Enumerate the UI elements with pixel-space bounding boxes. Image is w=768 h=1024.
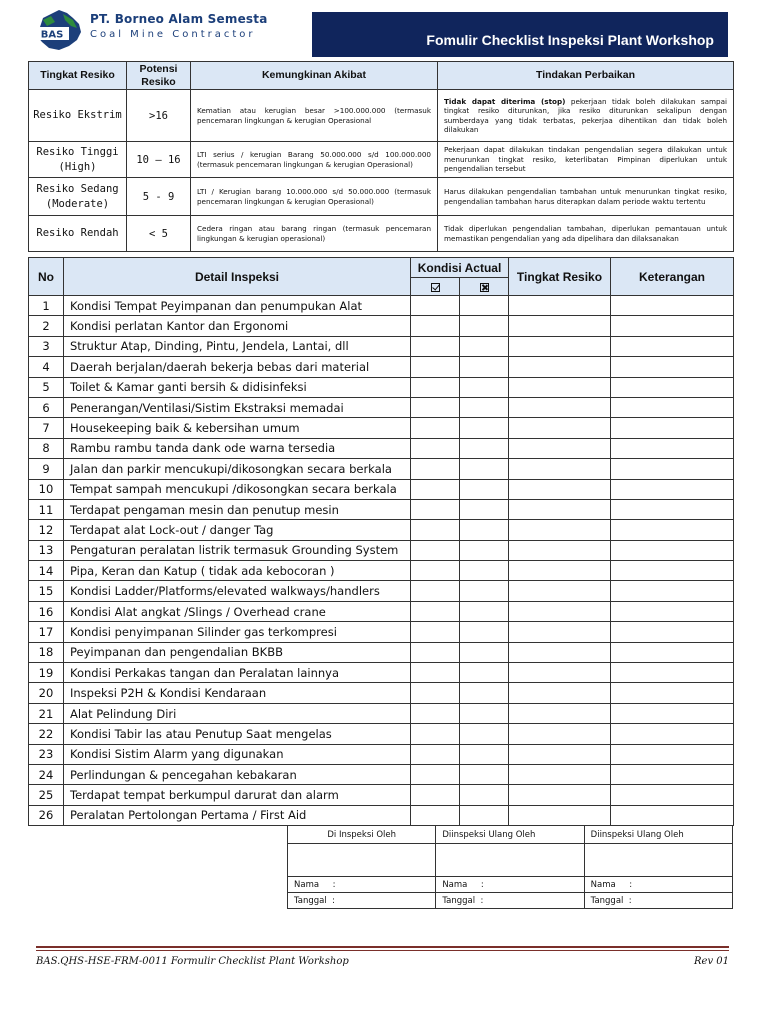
table-row [29, 561, 734, 581]
remarks-cell[interactable] [611, 520, 734, 540]
signature-block [287, 825, 733, 909]
remarks-cell[interactable] [611, 703, 734, 723]
footer-rule [36, 946, 729, 948]
risk-level-cell[interactable] [509, 683, 611, 703]
item-detail: Kondisi Ladder/Platforms/elevated walkways/handlers [64, 581, 411, 601]
signature-date-field[interactable]: Tanggal : [436, 893, 584, 909]
risk-level-cell[interactable] [509, 805, 611, 825]
remarks-cell[interactable] [611, 622, 734, 642]
signature-name-field[interactable]: Nama : [584, 877, 732, 893]
risk-action-bold: Tidak dapat diterima (stop) [444, 96, 566, 106]
risk-level-cell[interactable] [509, 316, 611, 336]
item-number: 13 [29, 540, 64, 560]
risk-level-cell[interactable] [509, 377, 611, 397]
risk-level-label [29, 90, 127, 142]
table-row [29, 357, 734, 377]
col-header-remarks: Keterangan [611, 258, 734, 296]
signature-name-field[interactable]: Nama : [288, 877, 436, 893]
condition-not-ok-cell[interactable] [460, 459, 509, 479]
remarks-cell[interactable] [611, 357, 734, 377]
condition-not-ok-cell[interactable] [460, 418, 509, 438]
risk-header-action: Tindakan Perbaikan [438, 62, 734, 90]
condition-ok-cell[interactable] [411, 642, 460, 662]
item-detail: Pengaturan peralatan listrik termasuk Grounding System [64, 540, 411, 560]
table-row [29, 520, 734, 540]
remarks-cell[interactable] [611, 785, 734, 805]
condition-not-ok-cell[interactable] [460, 377, 509, 397]
condition-ok-cell[interactable] [411, 357, 460, 377]
signature-box[interactable] [436, 844, 584, 877]
risk-level-cell[interactable] [509, 581, 611, 601]
risk-level-cell[interactable] [509, 540, 611, 560]
risk-level-line2: (High) [58, 160, 97, 173]
condition-not-ok-cell[interactable] [460, 744, 509, 764]
remarks-cell[interactable] [611, 601, 734, 621]
condition-ok-cell[interactable] [411, 764, 460, 784]
condition-ok-cell[interactable] [411, 581, 460, 601]
risk-level-cell[interactable] [509, 703, 611, 723]
item-detail: Perlindungan & pencegahan kebakaran [64, 764, 411, 784]
remarks-cell[interactable] [611, 438, 734, 458]
risk-potential: 5 - 9 [127, 178, 191, 216]
item-number: 3 [29, 336, 64, 356]
item-detail: Terdapat pengaman mesin dan penutup mesin [64, 499, 411, 519]
item-detail: Pipa, Keran dan Katup ( tidak ada kebocoran ) [64, 561, 411, 581]
page-header [0, 0, 768, 62]
risk-consequence: LTI / Kerugian barang 10.000.000 s/d 50.000.000 (termasuk pencemaran lingkungan & kerugian Operasional) [191, 178, 438, 216]
remarks-cell[interactable] [611, 540, 734, 560]
risk-header-potential [127, 62, 191, 90]
risk-level-cell[interactable] [509, 418, 611, 438]
item-number: 14 [29, 561, 64, 581]
condition-ok-cell[interactable] [411, 438, 460, 458]
condition-ok-cell[interactable] [411, 744, 460, 764]
item-number: 1 [29, 296, 64, 316]
remarks-cell[interactable] [611, 663, 734, 683]
table-row [29, 724, 734, 744]
risk-level-label [29, 216, 127, 252]
condition-not-ok-cell[interactable] [460, 805, 509, 825]
condition-ok-cell[interactable] [411, 683, 460, 703]
condition-ok-cell[interactable] [411, 724, 460, 744]
condition-not-ok-cell[interactable] [460, 438, 509, 458]
item-number: 8 [29, 438, 64, 458]
condition-not-ok-cell[interactable] [460, 622, 509, 642]
condition-ok-cell[interactable] [411, 622, 460, 642]
item-number: 21 [29, 703, 64, 723]
risk-header-potential-line1: Potensi [139, 63, 178, 76]
table-row [29, 296, 734, 316]
table-row [29, 622, 734, 642]
item-detail: Tempat sampah mencukupi /dikosongkan secara berkala [64, 479, 411, 499]
table-row [29, 744, 734, 764]
item-number: 2 [29, 316, 64, 336]
risk-level-cell[interactable] [509, 744, 611, 764]
item-detail: Penerangan/Ventilasi/Sistim Ekstraksi memadai [64, 397, 411, 417]
col-header-condition: Kondisi Actual [411, 258, 509, 278]
risk-level-line1: Resiko Sedang [36, 183, 119, 196]
item-number: 17 [29, 622, 64, 642]
condition-not-ok-cell[interactable] [460, 540, 509, 560]
item-detail: Kondisi Alat angkat /Slings / Overhead crane [64, 601, 411, 621]
condition-not-ok-cell[interactable] [460, 683, 509, 703]
remarks-cell[interactable] [611, 397, 734, 417]
condition-not-ok-cell[interactable] [460, 764, 509, 784]
risk-level-cell[interactable] [509, 296, 611, 316]
item-detail: Kondisi Tabir las atau Penutup Saat mengelas [64, 724, 411, 744]
item-number: 10 [29, 479, 64, 499]
item-number: 18 [29, 642, 64, 662]
item-number: 4 [29, 357, 64, 377]
remarks-cell[interactable] [611, 724, 734, 744]
signature-heading-inspector: Di Inspeksi Oleh [288, 826, 436, 844]
col-header-risk-level: Tingkat Resiko [509, 258, 611, 296]
risk-level-cell[interactable] [509, 357, 611, 377]
inspection-checklist-table [28, 257, 734, 826]
remarks-cell[interactable] [611, 377, 734, 397]
table-row [29, 418, 734, 438]
risk-level-cell[interactable] [509, 642, 611, 662]
company-tagline: Coal Mine Contractor [90, 29, 256, 40]
table-row [29, 683, 734, 703]
risk-level-cell[interactable] [509, 622, 611, 642]
risk-level-cell[interactable] [509, 601, 611, 621]
risk-header-level: Tingkat Resiko [29, 62, 127, 90]
item-number: 9 [29, 459, 64, 479]
condition-not-ok-cell[interactable] [460, 561, 509, 581]
signature-name-field[interactable]: Nama : [436, 877, 584, 893]
item-detail: Housekeeping baik & kebersihan umum [64, 418, 411, 438]
remarks-cell[interactable] [611, 581, 734, 601]
risk-level-cell[interactable] [509, 479, 611, 499]
remarks-cell[interactable] [611, 459, 734, 479]
remarks-cell[interactable] [611, 479, 734, 499]
item-number: 22 [29, 724, 64, 744]
item-number: 25 [29, 785, 64, 805]
item-detail: Kondisi Tempat Peyimpanan dan penumpukan Alat [64, 296, 411, 316]
col-header-detail: Detail Inspeksi [64, 258, 411, 296]
condition-not-ok-cell[interactable] [460, 581, 509, 601]
condition-ok-cell[interactable] [411, 316, 460, 336]
condition-not-ok-cell[interactable] [460, 642, 509, 662]
condition-ok-cell[interactable] [411, 540, 460, 560]
table-row [29, 479, 734, 499]
item-number: 23 [29, 744, 64, 764]
remarks-cell[interactable] [611, 499, 734, 519]
remarks-cell[interactable] [611, 561, 734, 581]
risk-level-line1: Resiko Ekstrim [33, 109, 122, 122]
risk-row-extreme [29, 90, 734, 142]
item-number: 20 [29, 683, 64, 703]
condition-not-ok-cell[interactable] [460, 357, 509, 377]
company-block [90, 12, 268, 40]
item-number: 15 [29, 581, 64, 601]
company-logo-icon [33, 8, 85, 52]
item-number: 19 [29, 663, 64, 683]
table-row [29, 336, 734, 356]
item-detail: Jalan dan parkir mencukupi/dikosongkan secara berkala [64, 459, 411, 479]
condition-not-ok-cell[interactable] [460, 663, 509, 683]
condition-ok-cell[interactable] [411, 336, 460, 356]
risk-level-line2: (Moderate) [45, 197, 110, 210]
crossed-box-icon [480, 283, 489, 292]
condition-ok-cell[interactable] [411, 296, 460, 316]
risk-potential: >16 [127, 90, 191, 142]
risk-row-high [29, 142, 734, 178]
item-detail: Terdapat tempat berkumpul darurat dan alarm [64, 785, 411, 805]
risk-action [438, 90, 734, 142]
condition-ok-cell[interactable] [411, 459, 460, 479]
risk-potential: 10 – 16 [127, 142, 191, 178]
condition-ok-cell[interactable] [411, 499, 460, 519]
condition-ok-cell[interactable] [411, 418, 460, 438]
table-row [29, 764, 734, 784]
table-row [29, 397, 734, 417]
signature-heading-reinspector-1: Diinspeksi Ulang Oleh [436, 826, 584, 844]
item-number: 5 [29, 377, 64, 397]
table-row [29, 703, 734, 723]
condition-not-ok-cell[interactable] [460, 520, 509, 540]
item-number: 16 [29, 601, 64, 621]
remarks-cell[interactable] [611, 316, 734, 336]
form-title: Fomulir Checklist Inspeksi Plant Workshop [426, 32, 714, 48]
item-detail: Kondisi Sistim Alarm yang digunakan [64, 744, 411, 764]
table-row [29, 459, 734, 479]
item-number: 24 [29, 764, 64, 784]
footer-rule [36, 950, 729, 951]
table-row [29, 499, 734, 519]
item-number: 7 [29, 418, 64, 438]
condition-ok-cell[interactable] [411, 479, 460, 499]
signature-date-field[interactable]: Tanggal : [584, 893, 732, 909]
form-title-bar [312, 12, 728, 57]
risk-level-cell[interactable] [509, 459, 611, 479]
col-header-condition-ok [411, 278, 460, 296]
condition-not-ok-cell[interactable] [460, 499, 509, 519]
risk-level-cell[interactable] [509, 764, 611, 784]
condition-not-ok-cell[interactable] [460, 316, 509, 336]
remarks-cell[interactable] [611, 296, 734, 316]
table-row [29, 377, 734, 397]
item-detail: Alat Pelindung Diri [64, 703, 411, 723]
remarks-cell[interactable] [611, 336, 734, 356]
footer-revision: Rev 01 [694, 956, 729, 967]
item-detail: Peyimpanan dan pengendalian BKBB [64, 642, 411, 662]
signature-box[interactable] [584, 844, 732, 877]
logo-text: BAS [40, 29, 64, 41]
condition-ok-cell[interactable] [411, 377, 460, 397]
risk-level-label [29, 178, 127, 216]
item-number: 26 [29, 805, 64, 825]
condition-not-ok-cell[interactable] [460, 397, 509, 417]
remarks-cell[interactable] [611, 744, 734, 764]
table-row [29, 316, 734, 336]
item-detail: Kondisi penyimpanan Silinder gas terkompresi [64, 622, 411, 642]
table-row [29, 663, 734, 683]
condition-ok-cell[interactable] [411, 703, 460, 723]
risk-level-line1: Resiko Rendah [36, 227, 119, 240]
risk-consequence: Cedera ringan atau barang ringan (termasuk pencemaran lingkungan & kerugian operasional) [191, 216, 438, 252]
col-header-no: No [29, 258, 64, 296]
remarks-cell[interactable] [611, 805, 734, 825]
item-detail: Struktur Atap, Dinding, Pintu, Jendela, Lantai, dll [64, 336, 411, 356]
risk-level-cell[interactable] [509, 397, 611, 417]
table-row [29, 805, 734, 825]
condition-ok-cell[interactable] [411, 601, 460, 621]
item-number: 11 [29, 499, 64, 519]
footer-doc-code: BAS.QHS-HSE-FRM-0011 Formulir Checklist Plant Workshop [36, 956, 349, 967]
risk-level-cell[interactable] [509, 438, 611, 458]
risk-level-cell[interactable] [509, 499, 611, 519]
risk-action: Harus dilakukan pengendalian tambahan untuk menurunkan tingkat resiko, pengendalian tambahan harus diterapkan dalam periode waktu tertentu [438, 178, 734, 216]
risk-action-text: pekerjaan tidak boleh dilakukan sampai tingkat resiko diturunkan, jika resiko diturunkan sekalipun dengan sumberdaya yang tidak terbatas, pekerjaa dihentikan dan tidak boleh dilakukan [444, 96, 728, 134]
table-row [29, 581, 734, 601]
condition-not-ok-cell[interactable] [460, 724, 509, 744]
item-number: 12 [29, 520, 64, 540]
item-detail: Peralatan Pertolongan Pertama / First Aid [64, 805, 411, 825]
item-detail: Kondisi perlatan Kantor dan Ergonomi [64, 316, 411, 336]
condition-ok-cell[interactable] [411, 520, 460, 540]
condition-not-ok-cell[interactable] [460, 336, 509, 356]
risk-level-cell[interactable] [509, 663, 611, 683]
signature-date-field[interactable]: Tanggal : [288, 893, 436, 909]
remarks-cell[interactable] [611, 764, 734, 784]
risk-consequence: LTI serius / kerugian Barang 50.000.000 s/d 100.000.000 (termasuk pencemaran lingkungan & kerugian Operasional) [191, 142, 438, 178]
risk-level-cell[interactable] [509, 724, 611, 744]
table-row [29, 785, 734, 805]
remarks-cell[interactable] [611, 418, 734, 438]
risk-action: Pekerjaan dapat dilakukan tindakan pengendalian segera dilakukan untuk menurunkan tingkat resiko, keterlibatan Pimpinan diperlukan untuk pengendalian tersebut [438, 142, 734, 178]
risk-level-line1: Resiko Tinggi [36, 146, 119, 159]
table-row [29, 642, 734, 662]
item-detail: Terdapat alat Lock-out / danger Tag [64, 520, 411, 540]
condition-not-ok-cell[interactable] [460, 601, 509, 621]
risk-level-cell[interactable] [509, 336, 611, 356]
inspection-items [29, 296, 734, 826]
risk-header-potential-line2: Resiko [141, 75, 176, 88]
condition-not-ok-cell[interactable] [460, 785, 509, 805]
item-number: 6 [29, 397, 64, 417]
item-detail: Rambu rambu tanda dank ode warna tersedia [64, 438, 411, 458]
item-detail: Daerah berjalan/daerah bekerja bebas dari material [64, 357, 411, 377]
risk-level-label [29, 142, 127, 178]
condition-ok-cell[interactable] [411, 785, 460, 805]
risk-potential: < 5 [127, 216, 191, 252]
table-row [29, 438, 734, 458]
remarks-cell[interactable] [611, 642, 734, 662]
condition-ok-cell[interactable] [411, 561, 460, 581]
risk-level-cell[interactable] [509, 520, 611, 540]
item-detail: Inspeksi P2H & Kondisi Kendaraan [64, 683, 411, 703]
signature-heading-reinspector-2: Diinspeksi Ulang Oleh [584, 826, 732, 844]
col-header-condition-not-ok [460, 278, 509, 296]
risk-level-table [28, 61, 734, 252]
item-detail: Toilet & Kamar ganti bersih & didisinfeksi [64, 377, 411, 397]
company-name: PT. Borneo Alam Semesta [90, 12, 268, 26]
condition-ok-cell[interactable] [411, 397, 460, 417]
table-row [29, 540, 734, 560]
table-row [29, 601, 734, 621]
risk-row-low [29, 216, 734, 252]
condition-not-ok-cell[interactable] [460, 296, 509, 316]
risk-row-moderate [29, 178, 734, 216]
item-detail: Kondisi Perkakas tangan dan Peralatan lainnya [64, 663, 411, 683]
remarks-cell[interactable] [611, 683, 734, 703]
risk-level-cell[interactable] [509, 785, 611, 805]
risk-header-consequence: Kemungkinan Akibat [191, 62, 438, 90]
risk-consequence: Kematian atau kerugian besar >100.000.000 (termasuk pencemaran lingkungan & kerugian Operasional [191, 90, 438, 142]
checked-box-icon [431, 283, 440, 292]
condition-ok-cell[interactable] [411, 663, 460, 683]
signature-box[interactable] [288, 844, 436, 877]
condition-not-ok-cell[interactable] [460, 479, 509, 499]
condition-not-ok-cell[interactable] [460, 703, 509, 723]
risk-level-cell[interactable] [509, 561, 611, 581]
risk-action: Tidak diperlukan pengendalian tambahan, diperlukan pemantauan untuk memastikan pengendalian yang ada dipelihara dan dilaksanakan [438, 216, 734, 252]
condition-ok-cell[interactable] [411, 805, 460, 825]
